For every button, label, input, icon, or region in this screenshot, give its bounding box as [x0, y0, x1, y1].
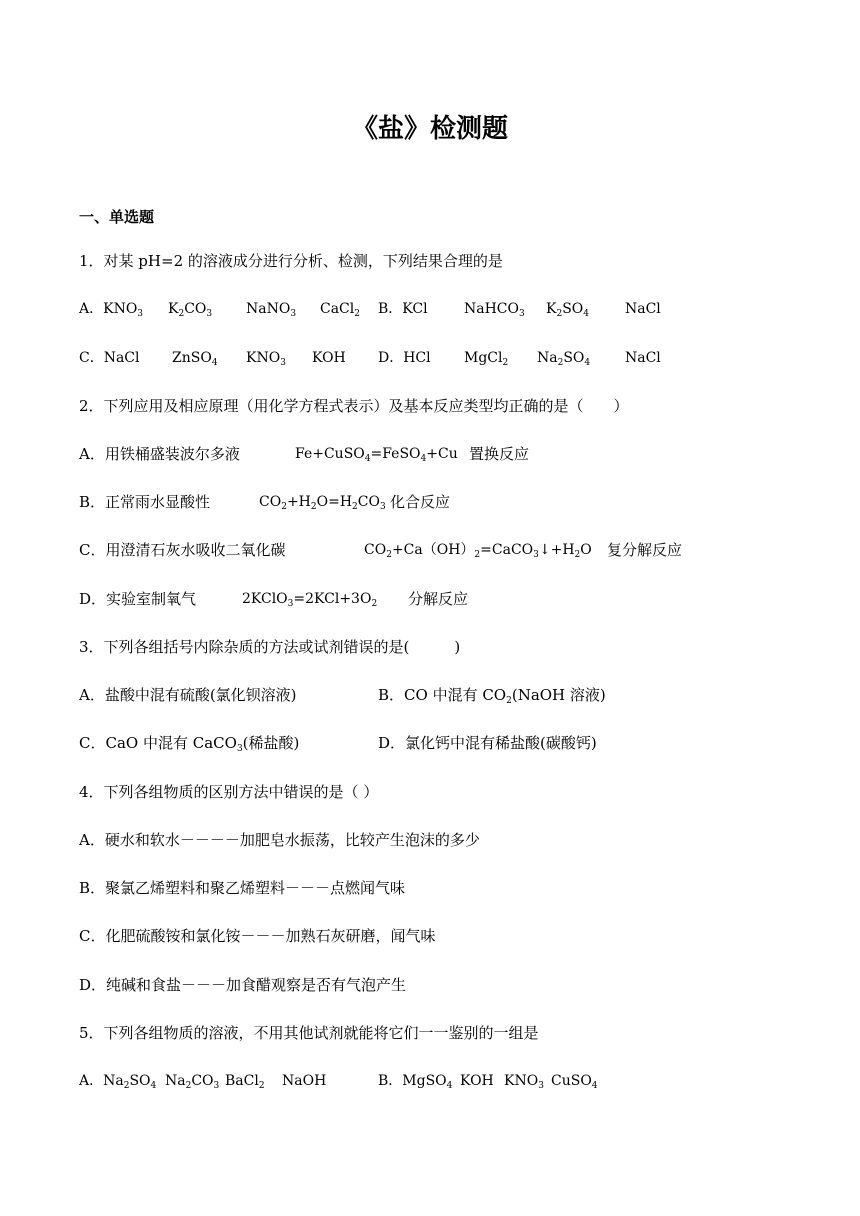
q1-option-b-k2so4: $K_2SO_4$	[546, 301, 590, 319]
q4-option-a: A．硬水和软水－－－－加肥皂水振荡，比较产生泡沫的多少	[79, 831, 480, 849]
q2-option-d-equation: $2KClO_3=2KCl+3O_2$	[242, 591, 378, 609]
q1-option-c: C．NaCl	[79, 350, 140, 366]
q2-option-d-type: 分解反应	[408, 590, 469, 608]
q1-option-d-na2so4: $Na_2SO_4$	[537, 350, 591, 368]
q5-option-a-na2co3: $Na_2CO_3$	[165, 1073, 220, 1091]
q3-option-d: D．氯化钙中混有稀盐酸(碳酸钙)	[378, 734, 597, 752]
q5-option-a-bacl2: BaCl$_2$	[225, 1073, 265, 1091]
q5-option-a: A．$Na_2SO_4$	[79, 1073, 157, 1091]
q1-option-c-kno3: $KNO_3$	[246, 350, 286, 368]
q5-option-b-cuso4: CuSO$_4$	[551, 1073, 598, 1091]
question-2-stem: 2．下列应用及相应原理（用化学方程式表示）及基本反应类型均正确的是（ ）	[79, 397, 629, 415]
q5-option-b: B．MgSO$_4$	[378, 1073, 453, 1091]
q2-option-b-equation: $CO_2+H_2O=H_2CO_3$	[259, 494, 386, 512]
q2-option-c-type: 复分解反应	[607, 541, 683, 559]
page-title: 《盐》检测题	[351, 114, 508, 144]
section-heading: 一、单选题	[79, 208, 155, 226]
q5-option-a-naoh: NaOH	[282, 1073, 327, 1089]
q2-option-c-equation: $CO_2+Ca(OH)_2=CaCO_3↓+H_2O$	[364, 542, 592, 560]
q3-option-b: B．CO 中混有 $CO_2(NaOH$ 溶液)	[378, 686, 606, 706]
q1-option-d-nacl: NaCl	[625, 350, 661, 366]
q4-option-b: B．聚氯乙烯塑料和聚乙烯塑料－－－点燃闻气味	[79, 879, 406, 897]
q1-option-b-nacl: NaCl	[625, 301, 661, 317]
q1-option-a-k2co3: $K_2CO_3$	[168, 301, 213, 319]
q1-option-a: A．$KNO_3$	[79, 301, 144, 319]
q2-option-c-text: C．用澄清石灰水吸收二氧化碳	[79, 541, 286, 559]
q4-option-c: C．化肥硫酸铵和氯化铵－－－加熟石灰研磨，闻气味	[79, 927, 436, 945]
q1-option-c-znso4: ZnSO$_4$	[172, 350, 218, 368]
q2-option-b-text: B．正常雨水显酸性	[79, 493, 211, 511]
q1-option-a-cacl2: CaCl$_2$	[320, 301, 360, 319]
q2-option-a-text: A．用铁桶盛装波尔多液	[79, 445, 240, 463]
q1-option-b-nahco3: NaHCO$_3$	[464, 301, 525, 319]
question-4-stem: 4．下列各组物质的区别方法中错误的是（ ）	[79, 783, 379, 801]
q2-option-a-type: 置换反应	[469, 445, 530, 463]
q3-option-c: C．CaO 中混有 CaCO$_3$(稀盐酸)	[79, 734, 300, 754]
q1-option-d: D．HCl	[378, 350, 431, 366]
q2-option-b-type: 化合反应	[390, 493, 451, 511]
q3-option-a: A．盐酸中混有硫酸(氯化钡溶液)	[79, 686, 297, 704]
q2-option-d-text: D．实验室制氧气	[79, 590, 197, 608]
q1-option-b: B．KCl	[378, 301, 428, 317]
q5-option-b-kno3: $KNO_3$	[504, 1073, 544, 1091]
q1-option-c-koh: KOH	[312, 350, 346, 366]
question-1-stem: 1．对某 pH=2 的溶液成分进行分析、检测，下列结果合理的是	[79, 252, 503, 270]
question-3-stem: 3．下列各组括号内除杂质的方法或试剂错误的是( )	[79, 638, 461, 656]
q1-option-d-mgcl2: MgCl$_2$	[464, 350, 509, 368]
q2-option-a-equation: Fe+CuSO$_4$=FeSO$_4$+Cu	[295, 446, 458, 464]
q1-option-a-nano3: NaNO$_3$	[246, 301, 297, 319]
question-5-stem: 5．下列各组物质的溶液，不用其他试剂就能将它们一一鉴别的一组是	[79, 1024, 539, 1042]
q4-option-d: D．纯碱和食盐－－－加食醋观察是否有气泡产生	[79, 976, 407, 994]
q5-option-b-koh: KOH	[460, 1073, 494, 1089]
